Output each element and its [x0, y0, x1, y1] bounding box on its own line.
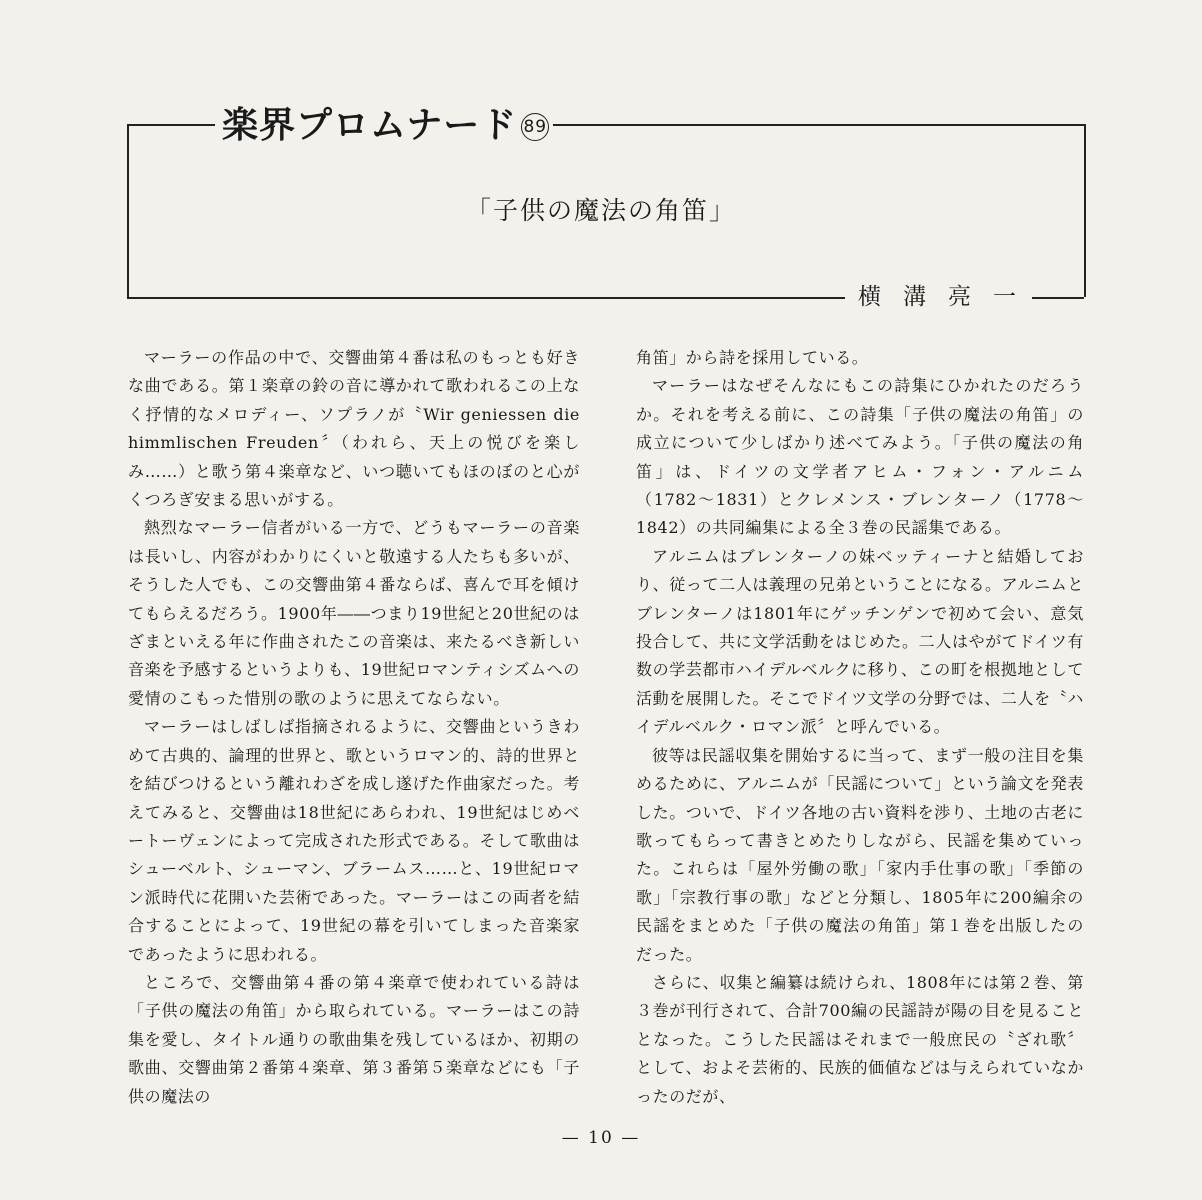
- paragraph: ところで、交響曲第４番の第４楽章で使われている詩は「子供の魔法の角笛」から取られている。マーラーはこの詩集を愛し、タイトル通りの歌曲集を残しているほか、初期の歌曲、交響曲第２番第４楽章、第３番第５楽章などにも「子供の魔法の: [128, 972, 580, 1106]
- series-title: [218, 104, 553, 148]
- left-column: [128, 344, 580, 1111]
- paragraph: 熱烈なマーラー信者がいる一方で、どうもマーラーの音楽は長いし、内容がわかりにくいと敬遠する人たちも多いが、そうした人でも、この交響曲第４番ならば、喜んで耳を傾けてもらえるだろう。1900年――つまり19世紀と20世紀のはざまといえる年に作曲されたこの音楽は、来たるべき新しい音楽を予感するというよりも、19世紀ロマンティシズムへの愛情のこもった惜別の歌のように思えてならない。: [128, 518, 580, 708]
- author-name: 横溝亮一: [858, 284, 1038, 310]
- paragraph: アルニムはブレンターノの妹ベッティーナと結婚しており、従って二人は義理の兄弟ということになる。アルニムとブレンターノは1801年にゲッチンゲンで初めて会い、意気投合して、共に文学活動をはじめた。二人はやがてドイツ有数の学芸都市ハイデルベルクに移り、この町を根拠地として活動を展開した。そこでドイツ文学の分野では、二人を〝ハイデルベルク・ロマン派〞と呼んでいる。: [636, 546, 1084, 737]
- page-number: — 10 —: [561, 1128, 641, 1148]
- paragraph: マーラーの作品の中で、交響曲第４番は私のもっとも好きな曲である。第１楽章の鈴の音に導かれて歌われるこの上なく抒情的なメロディー、ソプラノが〝Wir geniessen die himmlischen Freuden〞（われら、天上の悦びを楽しみ……）と歌う第４楽章など、いつ聴いてもほのぼのと心がくつろぎ安まる思いがする。: [128, 348, 580, 510]
- paragraph-continued: 角笛」から詩を採用している。: [636, 348, 869, 367]
- paragraph: 彼等は民謡収集を開始するに当って、まず一般の注目を集めるために、アルニムが「民謡について」という論文を発表した。ついで、ドイツ各地の古い資料を渉り、土地の古老に歌ってもらって書きとめたりしながら、民謡を集めていった。これらは「屋外労働の歌」「家内手仕事の歌」「季節の歌」「宗教行事の歌」などと分類し、1805年に200編余の民謡をまとめた「子供の魔法の角笛」第１巻を出版したのだった。: [636, 745, 1084, 964]
- paragraph: マーラーはなぜそんなにもこの詩集にひかれたのだろうか。それを考える前に、この詩集「子供の魔法の角笛」の成立について少しばかり述べてみよう。「子供の魔法の角笛」は、ドイツの文学者アヒム・フォン・アルニム（1782〜1831）とクレメンス・ブレンターノ（1778〜1842）の共同編集による全３巻の民謡集である。: [636, 376, 1084, 538]
- header-rule: [508, 124, 1084, 126]
- right-column: [636, 344, 1084, 1111]
- header-rule: [1032, 297, 1084, 299]
- paragraph: さらに、収集と編纂は続けられ、1808年には第２巻、第３巻が刊行されて、合計700編の民謡詩が陽の目を見ることとなった。こうした民謡はそれまで一般庶民の〝ざれ歌〞として、およそ芸術的、民族的価値などは与えられていなかったのだが、: [636, 972, 1084, 1106]
- series-title-text: 楽界プロムナード: [222, 105, 518, 146]
- series-number-badge: 89: [521, 113, 549, 141]
- article-title: 「子供の魔法の角笛」: [465, 196, 736, 225]
- paragraph: マーラーはしばしば指摘されるように、交響曲というきわめて古典的、論理的世界と、歌というロマン的、詩的世界とを結びつけるという離れわざを成し遂げた作曲家だった。考えてみると、交響曲は18世紀にあらわれ、19世紀はじめベートーヴェンによって完成された形式である。そして歌曲はシューベルト、シューマン、ブラームス……と、19世紀ロマン派時代に花開いた芸術であった。マーラーはこの両者を結合することによって、19世紀の幕を引いてしまった音楽家であったように思われる。: [128, 717, 580, 964]
- header-rule: [127, 124, 215, 126]
- header-rule: [127, 297, 845, 299]
